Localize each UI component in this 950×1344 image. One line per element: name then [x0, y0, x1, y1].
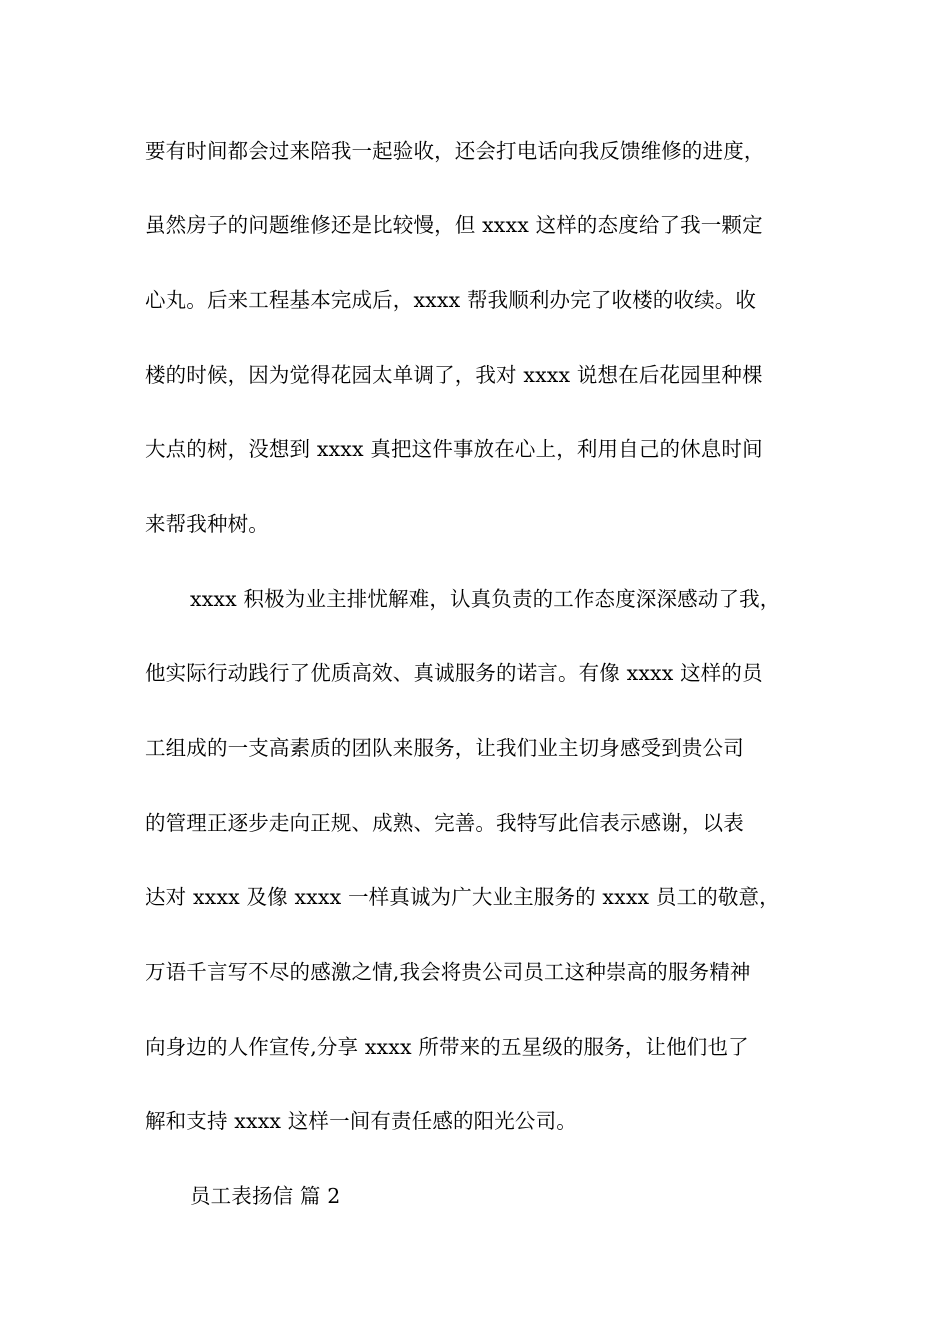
- text-line-4: 楼的时候，因为觉得花园太单调了，我对 xxxx 说想在后花园里种棵: [145, 363, 763, 387]
- text-line-6: 来帮我种树。: [145, 512, 269, 536]
- text-line-13: 向身边的人作宣传,分享 xxxx 所带来的五星级的服务，让他们也了: [145, 1035, 749, 1059]
- text-line-8: 他实际行动践行了优质高效、真诚服务的诺言。有像 xxxx 这样的员: [145, 661, 763, 685]
- text-line-9: 工组成的一支高素质的团队来服务，让我们业主切身感受到贵公司: [145, 736, 744, 760]
- text-line-2: 虽然房子的问题维修还是比较慢，但 xxxx 这样的态度给了我一颗定: [145, 213, 763, 237]
- text-line-5: 大点的树，没想到 xxxx 真把这件事放在心上，利用自己的休息时间: [145, 437, 763, 461]
- text-line-14: 解和支持 xxxx 这样一间有责任感的阳光公司。: [145, 1109, 577, 1133]
- text-line-12: 万语千言写不尽的感激之情,我会将贵公司员工这种崇高的服务精神: [145, 960, 751, 984]
- text-line-10: 的管理正逐步走向正规、成熟、完善。我特写此信表示感谢，以表: [145, 811, 744, 835]
- text-line-1: 要有时间都会过来陪我一起验收，还会打电话向我反馈维修的进度，: [145, 139, 765, 163]
- section-heading: 员工表扬信 篇 2: [190, 1184, 341, 1208]
- text-line-7: xxxx 积极为业主排忧解难，认真负责的工作态度深深感动了我，: [190, 587, 781, 611]
- text-line-3: 心丸。后来工程基本完成后，xxxx 帮我顺利办完了收楼的收续。收: [145, 288, 757, 312]
- text-line-11: 达对 xxxx 及像 xxxx 一样真诚为广大业主服务的 xxxx 员工的敬意，: [145, 885, 780, 909]
